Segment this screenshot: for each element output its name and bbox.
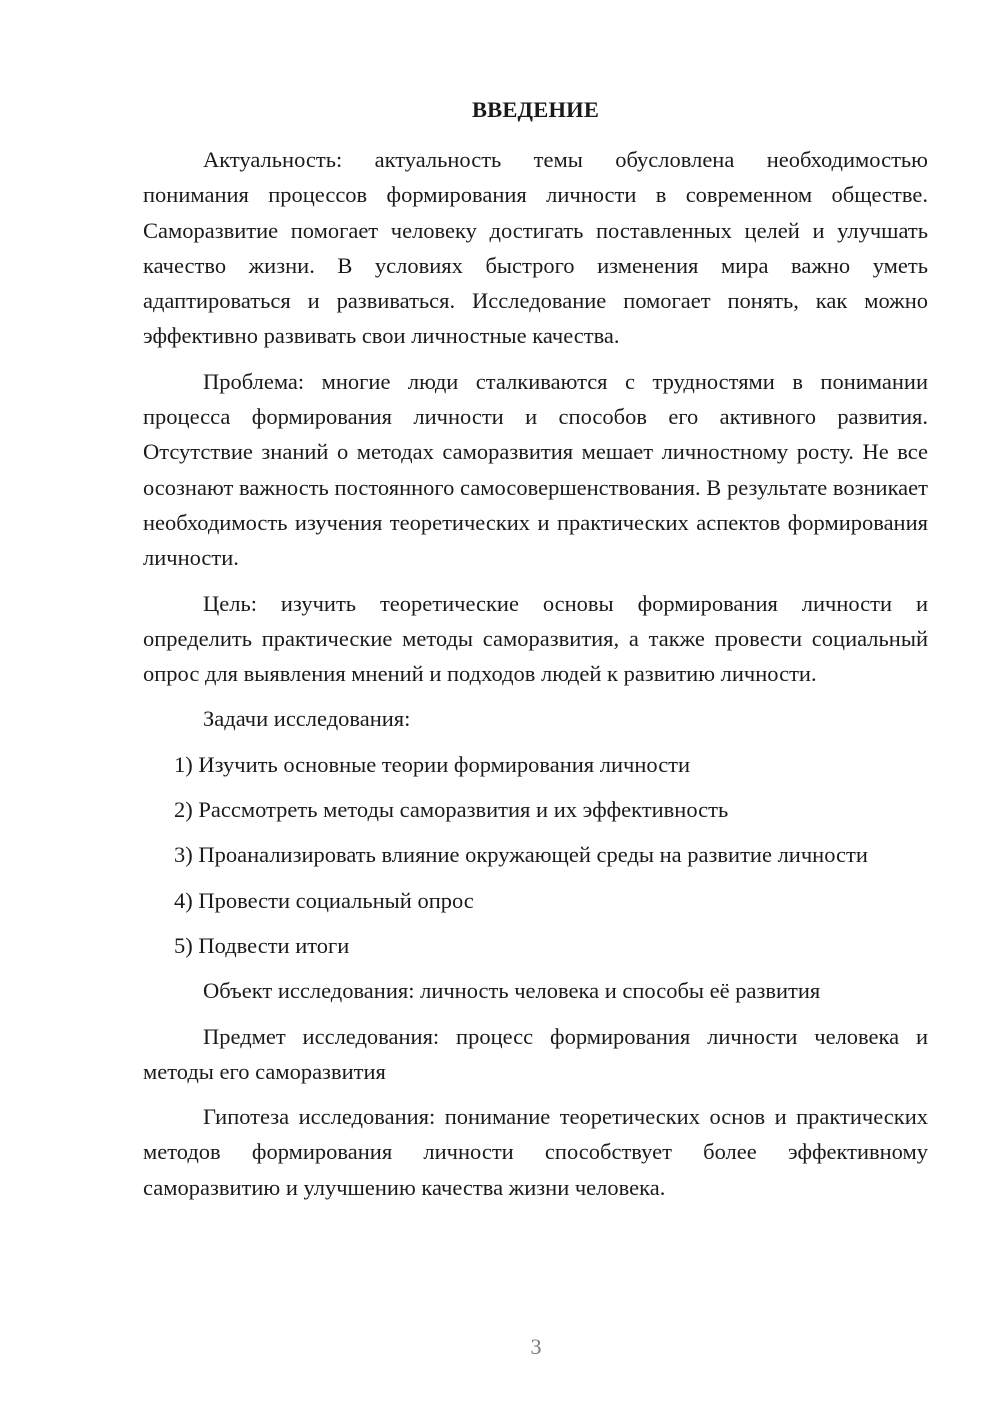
task-item-5: 5) Подвести итоги bbox=[174, 932, 350, 958]
page-number: 3 bbox=[530, 1334, 542, 1359]
relevance-paragraph: Актуальность: актуальность темы обусловлена необходимостью понимания процессов формирования личности в современном обществе. Саморазвитие помогает человеку достигать поставленных целей и улучшать качество жизни. В условиях быстрого изменения мира важно уметь адаптироваться и развиваться. Исследование помогает понять, как можно эффективно развивать свои личностные качества. bbox=[143, 147, 928, 349]
page-content bbox=[143, 92, 928, 1205]
task-item-4: 4) Провести социальный опрос bbox=[174, 887, 474, 913]
problem-paragraph: Проблема: многие люди сталкиваются с трудностями в понимании процесса формирования личности и способов его активного развития. Отсутствие знаний о методах саморазвития мешает личностному росту. Не все осознают важность постоянного самосовершенствования. В результате возникает необходимость изучения теоретических и практических аспектов формирования личности. bbox=[143, 368, 928, 571]
object-paragraph: Объект исследования: личность человека и способы её развития bbox=[203, 978, 821, 1004]
task-item-1: 1) Изучить основные теории формирования личности bbox=[174, 751, 691, 777]
task-item-3: 3) Проанализировать влияние окружающей среды на развитие личности bbox=[174, 842, 868, 868]
goal-paragraph: Цель: изучить теоретические основы формирования личности и определить практические методы саморазвития, а также провести социальный опрос для выявления мнений и подходов людей к развитию личности. bbox=[143, 590, 928, 687]
subject-paragraph: Предмет исследования: процесс формирования личности человека и методы его саморазвития bbox=[143, 1023, 928, 1084]
tasks-heading: Задачи исследования: bbox=[203, 706, 411, 732]
task-item-2: 2) Рассмотреть методы саморазвития и их эффективность bbox=[174, 797, 729, 823]
hypothesis-paragraph: Гипотеза исследования: понимание теоретических основ и практических методов формирования личности способствует более эффективному саморазвитию и улучшению качества жизни человека. bbox=[143, 1104, 928, 1200]
section-title: ВВЕДЕНИЕ bbox=[471, 97, 600, 122]
